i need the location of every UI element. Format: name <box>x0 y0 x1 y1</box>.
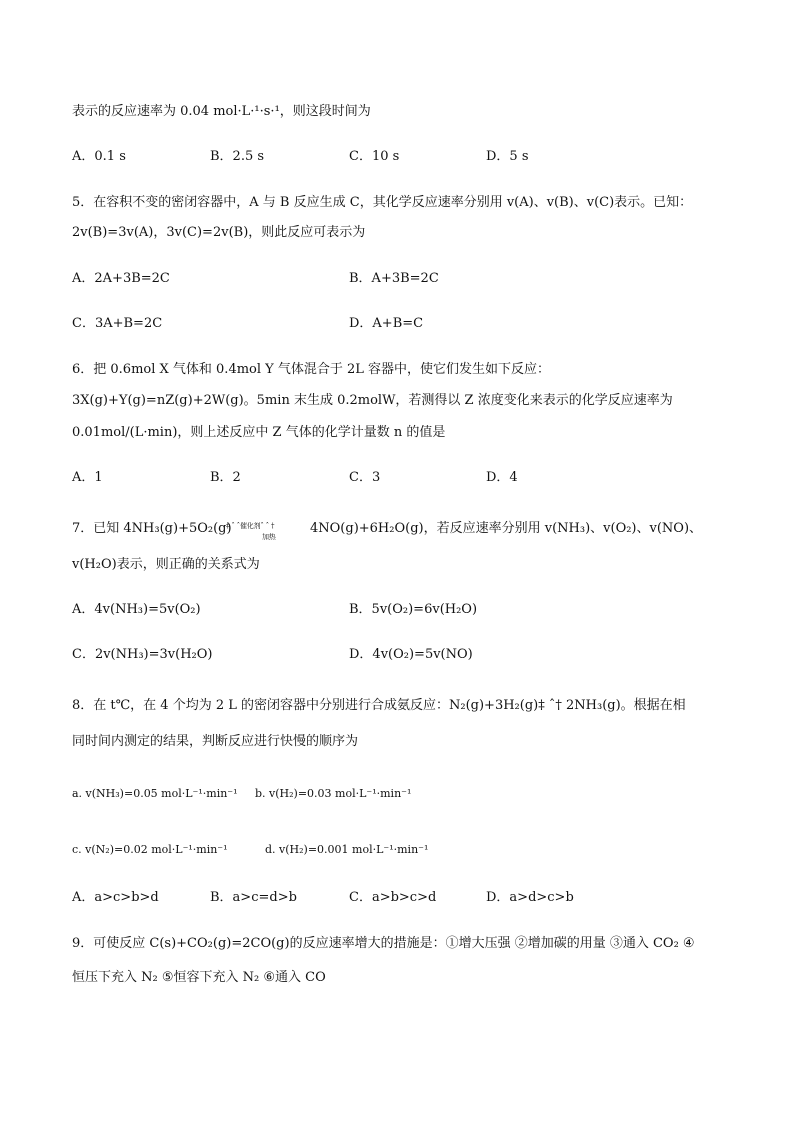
q4-option-a: A．0.1 s <box>72 149 126 164</box>
question-9-line-1: 9．可使反应 C(s)+CO₂(g)=2CO(g)的反应速率增大的措施是：①增大压强 ②增加碳的用量 ③通入 CO₂ ④ <box>72 936 695 951</box>
question-6-line-1: 6．把 0.6mol X 气体和 0.4mol Y 气体混合于 2L 容器中，使它们发生如下反应： <box>72 362 551 377</box>
q6-option-a: A．1 <box>72 470 103 485</box>
question-6-line-2: 3X(g)+Y(g)=nZ(g)+2W(g)。5min 末生成 0.2molW，若测得以 Z 浓度变化来表示的化学反应速率为 <box>72 393 673 408</box>
q7-option-a: A．4v(NH₃)=5v(O₂) <box>72 602 201 617</box>
question-5-line-1: 5．在容积不变的密闭容器中，A 与 B 反应生成 C，其化学反应速率分别用 v(A)、v(B)、v(C)表示。已知： <box>72 195 693 210</box>
q4-option-d: D．5 s <box>486 149 529 164</box>
q8-rate-c: c. v(N₂)=0.02 mol·L⁻¹·min⁻¹ <box>72 843 228 856</box>
q4-option-c: C．10 s <box>349 149 400 164</box>
q7-reaction-arrow-bottom: 加热 <box>262 533 276 541</box>
q5-option-b: B．A+3B=2C <box>349 271 439 286</box>
q7-option-b: B．5v(O₂)=6v(H₂O) <box>349 602 478 617</box>
q8-rate-d: d. v(H₂)=0.001 mol·L⁻¹·min⁻¹ <box>265 843 429 856</box>
q7-option-d: D．4v(O₂)=5v(NO) <box>349 647 473 662</box>
question-6-line-3: 0.01mol/(L·min)，则上述反应中 Z 气体的化学计量数 n 的值是 <box>72 425 446 440</box>
q8-option-c: C．a>b>c>d <box>349 890 437 905</box>
q5-option-c: C．3A+B=2C <box>72 316 163 331</box>
q8-option-d: D．a>d>c>b <box>486 890 574 905</box>
question-9-line-2: 恒压下充入 N₂ ⑤恒容下充入 N₂ ⑥通入 CO <box>72 970 326 985</box>
q4-option-b: B．2.5 s <box>210 149 265 164</box>
q6-option-c: C．3 <box>349 470 381 485</box>
question-4-stem: 表示的反应速率为 0.04 mol·L·¹·s·¹，则这段时间为 <box>72 104 371 119</box>
q5-option-d: D．A+B=C <box>349 316 424 331</box>
q5-option-a: A．2A+3B=2C <box>72 271 170 286</box>
question-8-line-1: 8．在 t℃，在 4 个均为 2 L 的密闭容器中分别进行合成氨反应：N₂(g)+3H₂(g)‡ ˆ† 2NH₃(g)。根据在相 <box>72 698 686 713</box>
question-7-line-1a: 7．已知 4NH₃(g)+5O₂(g) <box>72 521 232 536</box>
question-7-line-1b: 4NO(g)+6H₂O(g)，若反应速率分别用 v(NH₃)、v(O₂)、v(NO)、 <box>310 521 703 536</box>
q7-reaction-arrow-top: ‡ ˆ ˆ催化剂ˆ ˆ † <box>226 522 275 530</box>
q8-rate-b: b. v(H₂)=0.03 mol·L⁻¹·min⁻¹ <box>255 787 412 800</box>
q6-option-d: D．4 <box>486 470 518 485</box>
q8-option-b: B．a>c=d>b <box>210 890 297 905</box>
q8-rate-a: a. v(NH₃)=0.05 mol·L⁻¹·min⁻¹ <box>72 787 238 800</box>
q7-option-c: C．2v(NH₃)=3v(H₂O) <box>72 647 213 662</box>
question-7-line-2: v(H₂O)表示，则正确的关系式为 <box>72 557 260 572</box>
question-5-line-2: 2v(B)=3v(A)，3v(C)=2v(B)，则此反应可表示为 <box>72 225 366 240</box>
q8-option-a: A．a>c>b>d <box>72 890 159 905</box>
q6-option-b: B．2 <box>210 470 241 485</box>
question-8-line-2: 同时间内测定的结果，判断反应进行快慢的顺序为 <box>72 734 359 749</box>
